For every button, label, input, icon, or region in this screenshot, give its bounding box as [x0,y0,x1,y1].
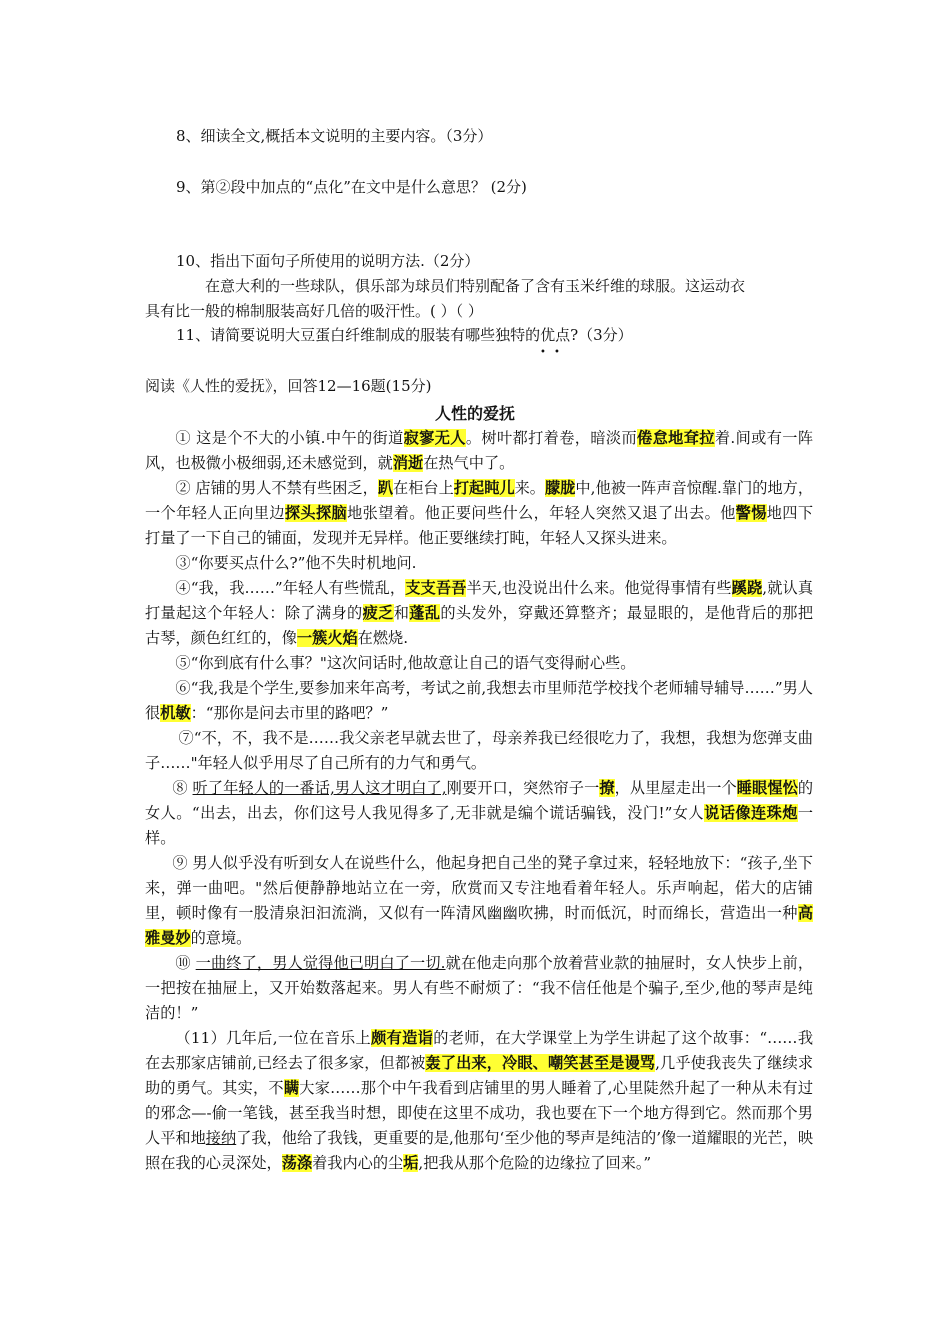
paragraph-text: 了我，他给了我钱，更重要的是,他那句‘至少他的琴声是纯洁的’像一道耀眼的光芒，映照在我的心灵深处， [145,1129,814,1172]
question-10-sentence-line1: 在意大利的一些球队，俱乐部为球员们特别配备了含有玉米纤维的球服。这运动衣 [205,277,746,295]
highlighted-phrase: 颇有造诣 [371,1029,434,1047]
paragraph-text: 中,他被一阵声音惊醒.靠门的地方，一个年轻人正向里边 [145,479,814,522]
article-body [145,426,813,1176]
paragraph-text: ① 这是个不大的小镇.中午的街道 [175,429,404,447]
article-paragraph [145,1026,813,1176]
highlighted-phrase: 睡眼惺忪 [736,779,798,797]
highlighted-phrase: 垢 [403,1154,419,1172]
paragraph-text: ⑨ 男人似乎没有听到女人在说些什么，他起身把自己坐的凳子拿过来，轻轻地放下：“孩子,坐下来，弹一曲吧。"然后便静静地站立在一旁，欣赏而又专注地看着年轻人。乐声响起，偌大的店铺里，顿时像有一股清泉汩汩流淌，又似有一阵清风幽幽吹拂，时而低沉，时而绵长，营造出一种 [145,854,813,922]
highlighted-phrase: 倦怠地耷拉 [637,429,715,447]
article-paragraph [145,676,813,726]
highlighted-phrase: 一簇火焰 [296,629,358,647]
paragraph-text: 的老师，在大学课堂上为学生讲起了这个故事：“……我在去那家店铺前,已经去了很多家，但都被 [145,1029,814,1072]
highlighted-phrase: 寂寥无人 [403,429,466,447]
paragraph-text: ⑤“你到底有什么事？"这次问话时,他故意让自己的语气变得耐心些。 [175,654,636,672]
highlighted-phrase: 消逝 [392,454,424,472]
highlighted-phrase: 高雅曼妙 [145,904,813,947]
highlighted-phrase: 轰了出来，冷眼、嘲笑甚至是谩骂 [425,1054,656,1072]
article-title: 人性的爱抚 [434,404,515,423]
highlighted-phrase: 荡涤 [281,1154,313,1172]
paragraph-text: 在燃烧. [357,629,409,647]
highlighted-phrase: 瞒 [283,1079,300,1097]
article-paragraph [145,776,813,851]
highlighted-phrase: 说话像连珠炮 [704,804,798,822]
question-11: 11、请简要说明大豆蛋白纤维制成的服装有哪些独特的优点?（3分） [176,326,633,344]
highlighted-phrase: 机敏 [160,704,191,722]
paragraph-text: ,几乎使我丧失了继续求助的勇气。其实，不 [145,1054,814,1097]
paragraph-text: 地张望着。他正要问些什么，年轻人突然又退了出去。他 [347,504,736,522]
highlighted-phrase: 朦胧 [545,479,576,497]
article-paragraph [145,476,813,551]
paragraph-text: 的女人。“出去，出去，你们这号人我见得多了,无非就是编个谎话骗钱，没门!”女人 [145,779,814,822]
paragraph-text: 。树叶都打着卷，暗淡而 [465,429,638,447]
underlined-phrase: 听了年轻人的一番话,男人这才明白了, [192,779,447,797]
highlighted-phrase: 蹊跷 [731,579,763,597]
article-paragraph [145,576,813,651]
question-8: 8、细读全文,概括本文说明的主要内容。（3分） [176,127,493,145]
article-paragraph [145,651,813,676]
paragraph-text: ⑩ [175,954,196,972]
paragraph-text: 就在他走向那个放着营业款的抽屉时，女人快步上前，一把按在抽屉上，又开始数落起来。男人有些不耐烦了：“我不信任他是个骗子,至少,他的琴声是纯洁的！” [145,954,814,1022]
highlighted-phrase: 蓬乱 [409,604,441,622]
paragraph-text: （11）几年后,一位在音乐上 [175,1029,372,1047]
question-10: 10、指出下面句子所使用的说明方法.（2分） [176,252,480,270]
paragraph-text: 的意境。 [190,929,252,947]
highlighted-phrase: 趴 [377,479,394,497]
paragraph-text: 刚要开口，突然帘子一 [446,779,600,797]
underlined-phrase: 一曲终了，男人觉得他已明白了一切. [195,954,446,972]
paragraph-text: 在柜台上 [393,479,454,497]
article-paragraph [145,726,813,776]
paragraph-text: 的头发外，穿戴还算整齐；最显眼的，是他背后的那把古琴，颜色红红的，像 [145,604,814,647]
highlighted-phrase: 疲乏 [362,604,394,622]
article-paragraph [145,851,813,951]
emphasis-dot: • [554,347,560,358]
paragraph-text: 来。 [514,479,546,497]
highlighted-phrase: 警惕 [735,504,767,522]
paragraph-text: ④“我，我……”年轻人有些慌乱， [175,579,406,597]
highlighted-phrase: 打起盹儿 [453,479,515,497]
paragraph-text: ② 店铺的男人不禁有些困乏， [175,479,378,497]
paragraph-text: 地四下打量了一下自己的铺面，发现并无异样。他正要继续打盹，年轻人又探头进来。 [145,504,814,547]
paragraph-text: 在热气中了。 [423,454,515,472]
paragraph-text: ③“你要买点什么?”他不失时机地问. [175,554,417,572]
highlighted-phrase: 撩 [599,779,615,797]
reading-intro: 阅读《人性的爱抚》，回答12—16题(15分) [145,377,432,395]
paragraph-text: 着.间或有一阵风，也极微小极细弱,还未感觉到，就 [145,429,814,472]
highlighted-phrase: 支支吾吾 [405,579,467,597]
article-paragraph [145,551,813,576]
question-10-sentence-line2: 具有比一般的棉制服装高好几倍的吸汗性。( ）（ ） [145,302,483,320]
paragraph-text: ，从里屋走出一个 [614,779,737,797]
paragraph-text: 半天,也没说出什么来。他觉得事情有些 [466,579,732,597]
highlighted-phrase: 探头探脑 [284,504,348,522]
paragraph-text: 着我内心的尘 [312,1154,404,1172]
paragraph-text: ⑧ [172,779,193,797]
paragraph-text: ,把我从那个危险的边缘拉了回来。” [418,1154,652,1172]
underlined-phrase: 接纳 [205,1129,237,1147]
paragraph-text: ⑥“我,我是个学生,要参加来年高考，考试之前,我想去市里师范学校找个老师辅导辅导……”男人很 [145,679,813,722]
question-9: 9、第②段中加点的“点化”在文中是什么意思？ (2分) [176,178,527,196]
paragraph-text: ,就认真打量起这个年轻人：除了满身的 [145,579,814,622]
emphasis-dot: • [540,347,546,358]
paragraph-text: 大家……那个中午我看到店铺里的男人睡着了,心里陡然升起了一种从未有过的邪念—-偷一笔钱，甚至我当时想，即使在这里不成功，我也要在下一个地方得到它。然而那个男人平和地 [145,1079,814,1147]
paragraph-text: 和 [393,604,410,622]
paragraph-text: ：“那你是问去市里的路吧？” [190,704,389,722]
paragraph-text: ⑦“不，不，我不是……我父亲老早就去世了，母亲养我已经很吃力了，我想，我想为您弹支曲子……"年轻人似乎用尽了自己所有的力气和勇气。 [145,729,813,772]
paragraph-text: 一样。 [145,804,814,847]
article-paragraph [145,426,813,476]
article-paragraph [145,951,813,1026]
